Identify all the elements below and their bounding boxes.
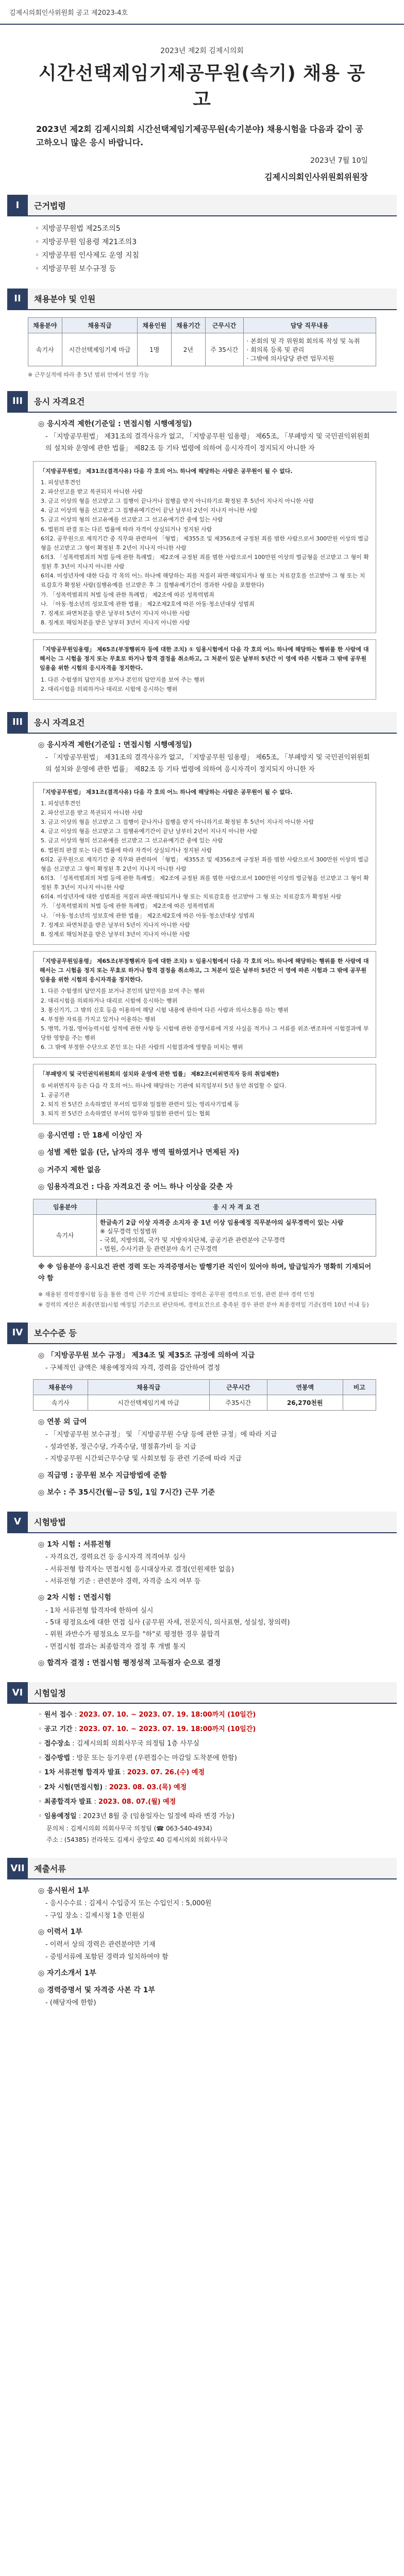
law-box-item: 6의4. 미성년자에 대한 성범죄를 저질러 파면·해임되거나 형 또는 치료감호를 선고받아 그 형 또는 치료감호가 확정된 사람: [41, 893, 342, 901]
duty-item: · 본회의 및 각 위원회 회의록 작성 및 녹취: [246, 337, 360, 345]
method-detail: - 서류전형 기준 : 관련분야 경력, 자격증 소지 여부 등: [45, 1575, 376, 1587]
document-detail: - 응시수수료 : 김제시 수입증지 또는 수입인지 : 5,000원: [45, 1897, 376, 1909]
law-box-item: 2. 대리시험을 의뢰하거나 대리로 시험에 응시하는 행위: [41, 685, 178, 692]
law-box-item: 2. 퇴직 전 5년간 소속하였던 부서의 업무와 밀접한 관련이 있는 영리사기업체 등: [41, 1100, 240, 1108]
recruit-note: ※ 근무실적에 따라 총 5년 범위 안에서 연장 가능: [28, 371, 149, 378]
pay-line: ◎ 직급명 : 공무원 보수 지급방법에 준함: [38, 1469, 376, 1482]
table-header: 채용직급: [88, 1380, 209, 1395]
schedule-key: 접수장소: [44, 1740, 71, 1748]
table-header: 근무시간: [205, 317, 243, 333]
section-header: [7, 1323, 397, 1344]
law-box: [33, 1064, 376, 1124]
method-detail: - 위원 과반수가 평정요소 모두를 "하"로 평정한 경우 불합격: [45, 1629, 376, 1640]
section-title: 시험방법: [34, 1517, 66, 1528]
table-header: 채용분야: [28, 317, 62, 333]
method-detail: - 5대 평정요소에 대한 면접 심사 (공무원 자세, 전문지식, 의사표현, 성실성, 창의력): [45, 1617, 376, 1629]
hero: [0, 25, 404, 111]
law-box-item: 6의2. 공무원으로 재직기간 중 직무와 관련하여 「형법」 제355조 및 제356조에 규정된 죄를 범한 사람으로서 300만원 이상의 벌금형을 선고받고 그 형이 확정된 후 2년이 지나지 아니한 사람: [41, 535, 369, 551]
table-header: 응 시 자 격 요 건: [97, 1199, 376, 1214]
section-number: III: [7, 391, 28, 412]
table-cell: [343, 1395, 376, 1411]
section-title: 근거법령: [34, 200, 66, 211]
qualification-heading: ◎ 임용자격요건 : 다음 자격요건 중 어느 하나 이상을 갖춘 자: [38, 1181, 376, 1194]
law-box-title: 「지방공무원임용령」 제65조(부정행위자 등에 대한 조치) ① 임용시험에서 다음 각 호의 어느 하나에 해당하는 행위를 한 사람에 대해서는 그 시험을 정지 또는 무효로 하거나 합격 결정을 취소하고, 그 처분이 있은 날부터 5년간 이 영에 따른 시험과 그 밖에 공무원 임용을 위한 시험의 응시자격을 정지한다.: [40, 958, 369, 984]
schedule-value: 2023년 8월 중 (임용일자는 일정에 따라 변경 가능): [83, 1812, 235, 1820]
qualification-text: [38, 1129, 376, 1194]
section-header: [7, 712, 397, 734]
section-number: V: [7, 1512, 28, 1532]
issuer-signature: 김제시의회인사위원회위원장: [264, 172, 368, 182]
law-box-item: 3. 통신기기, 그 밖의 신호 등을 이용하여 해당 시험 내용에 관하여 다른 사람과 의사소통을 하는 행위: [41, 1006, 289, 1013]
law-box-item: ① 비위면직자 등은 다음 각 호의 어느 하나에 해당하는 기관에 퇴직일부터 5년 동안 취업할 수 없다.: [41, 1082, 287, 1089]
law-box-item: 1. 피성년후견인: [41, 800, 81, 807]
section-header: [7, 1682, 397, 1704]
law-box-item: 6의3. 「성폭력범죄의 처벌 등에 관한 특례법」 제2조에 규정된 죄를 범한 사람으로서 100만원 이상의 벌금형을 선고받고 그 형이 확정된 후 3년이 지나지 아니한 사람: [41, 875, 369, 891]
schedule-row: ◦ 최종합격자 발표 : 2023. 08. 07.(월) 예정: [38, 1796, 376, 1808]
schedule-list: [38, 1709, 376, 1845]
duty-item: · 그밖에 의사담당 관련 업무지원: [246, 354, 334, 362]
qualification-note: ※ 경력의 계산은 최종(면접)시험 예정일 기준으로 판단하며, 경력요건으로 충족된 경우 관련 분야 최종경력일 기준(경력 10년 이내 등): [38, 1301, 369, 1308]
law-item: ◦ 지방공무원 인사제도 운영 지침: [35, 249, 376, 263]
law-box-title: 「부패방지 및 국민권익위원회의 설치와 운영에 관한 법률」 제82조(비위면직자 등의 취업제한): [40, 1071, 279, 1078]
method-detail: - 1차 서류전형 합격자에 한하여 실시: [45, 1605, 376, 1617]
law-box: [33, 951, 376, 1058]
law-box-item: 3. 금고 이상의 형을 선고받고 그 집행이 끝나거나 집행을 받지 아니하기로 확정된 후 5년이 지나지 아니한 사람: [41, 819, 314, 826]
section-number: IV: [7, 1323, 28, 1343]
document-item: ◎ 자기소개서 1부: [38, 1967, 376, 1980]
law-box-item: 나. 「아동·청소년의 성보호에 관한 법률」 제2조제2호에 따른 아동·청소년대상 성범죄: [41, 600, 255, 607]
hero-lead: 2023년 제2회 김제시의회 시간선택제임기제공무원(속기분야) 채용시험을 다음과 같이 공고하오니 많은 응시 바랍니다.: [36, 124, 363, 147]
law-box-item: 1. 공공기관: [41, 1091, 70, 1098]
table-header: 비고: [343, 1380, 376, 1395]
qualification-text: [38, 418, 376, 455]
law-box-item: 8. 징계로 해임처분을 받은 날부터 3년이 지나지 아니한 사람: [41, 619, 190, 626]
law-box-item: 6의3. 「성폭력범죄의 처벌 등에 관한 특례법」 제2조에 규정된 죄를 범한 사람으로서 100만원 이상의 벌금형을 선고받고 그 형이 확정된 후 3년이 지나지 아니한 사람: [41, 553, 369, 570]
table-header-row: [28, 317, 376, 333]
law-box-item: 6. 그 밖에 부정한 수단으로 본인 또는 다른 사람의 시험결과에 영향을 미치는 행위: [41, 1044, 243, 1051]
schedule-value: 2023. 08. 07.(월) 예정: [98, 1798, 176, 1806]
section-title: 응시 자격요건: [34, 397, 85, 407]
schedule-row: ◦ 임용예정일 : 2023년 8월 중 (임용일자는 일정에 따라 변경 가능): [38, 1810, 376, 1823]
pay-text: [38, 1416, 376, 1499]
pay-text: [38, 1349, 376, 1375]
schedule-contact: 문의처 : 김제시의회 의회사무국 의정팀 (☎ 063-540-4934): [46, 1824, 212, 1832]
schedule-row: ◦ 원서 접수 : 2023. 07. 10. ~ 2023. 07. 19. 18:00까지 (10일간): [38, 1709, 376, 1721]
qualification-line: - 「지방공무원법」 제31조의 결격사유가 없고, 「지방공무원 임용령」 제65조, 「부패방지 및 국민권익위원회의 설치와 운영에 관한 법률」 제82조 등 기타 법령에 의하여 응시자격이 정지되지 아니한 자: [45, 431, 376, 455]
hero-title: 시간선택제임기제공무원(속기) 채용 공고: [38, 63, 366, 110]
schedule-row: ◦ 1차 서류전형 합격자 발표 : 2023. 07. 26.(수) 예정: [38, 1767, 376, 1779]
document-detail: - 이력서 상의 경력은 관련분야만 기재: [45, 1939, 376, 1951]
law-box-item: 5. 금고 이상의 형의 선고유예를 선고받고 그 선고유예기간 중에 있는 사람: [41, 516, 223, 523]
section-title: 시험일정: [34, 1688, 66, 1698]
law-box-item: 4. 금고 이상의 형을 선고받고 그 집행유예기간이 끝난 날부터 2년이 지나지 아니한 사람: [41, 828, 258, 835]
table-cell: 1명: [138, 333, 172, 366]
section-number: VII: [7, 1858, 28, 1878]
method-detail: - 서류전형 합격자는 면접시험 응시대상자로 결정(인원제한 없음): [45, 1564, 376, 1575]
section-documents: [7, 1858, 397, 2009]
table-header: 담당 직무내용: [243, 317, 376, 333]
method-detail: - 자격요건, 경력요건 등 응시자격 적격여부 심사: [45, 1551, 376, 1563]
qualification-heading: ◎ 응시자격 제한(기준일 : 면접시험 시행예정일): [38, 418, 376, 431]
method-text: [38, 1538, 376, 1670]
experience-item: - 국회, 지방의회, 국가 및 지방자치단체, 공공기관 관련분야 근무경력: [100, 1236, 285, 1244]
section-number: VI: [7, 1682, 28, 1703]
schedule-value: 2023. 08. 03.(목) 예정: [109, 1783, 187, 1791]
law-box-item: 7. 징계로 파면처분을 받은 날부터 5년이 지나지 아니한 사람: [41, 921, 190, 928]
law-box-item: 6의2. 공무원으로 재직기간 중 직무와 관련하여 「형법」 제355조 및 제356조에 규정된 죄를 범한 사람으로서 300만원 이상의 벌금형을 선고받고 그 형이 확정된 후 2년이 지나지 아니한 사람: [41, 856, 369, 872]
table-header: 채용직급: [62, 317, 138, 333]
table-header: 채용인원: [138, 317, 172, 333]
law-box-item: 1. 다른 수험생의 답안지를 보거나 본인의 답안지를 보여 주는 행위: [41, 676, 205, 683]
qualification-heading: ◎ 응시연령 : 만 18세 이상인 자: [38, 1129, 376, 1142]
schedule-key: 접수방법: [44, 1754, 71, 1762]
pay-line: ◎ 연봉 외 급여: [38, 1416, 376, 1429]
section-title: 보수수준 등: [34, 1328, 77, 1338]
qualification-notes: [38, 1290, 376, 1310]
law-box-item: 1. 피성년후견인: [41, 479, 81, 486]
section-title: 채용분야 및 인원: [34, 294, 96, 304]
section-header: [7, 1858, 397, 1879]
pay-line: ◎ 「지방공무원 보수 규정」 제34조 및 제35조 규정에 의하여 지급: [38, 1349, 376, 1362]
section-number: II: [7, 289, 28, 309]
qualification-note: ※ 채용된 경력경쟁시험 등을 통한 경력 근무 기간에 포함되는 경력은 공무원 경력으로 인정, 관련 분야 경력 인정: [38, 1291, 315, 1298]
table-header-row: [33, 1199, 376, 1214]
table-row: [33, 1214, 376, 1256]
document-detail: - 구입 장소 : 김제시청 1층 민원실: [45, 1910, 376, 1922]
table-row: [33, 1395, 376, 1411]
qualification-heading: ◎ 거주지 제한 없음: [38, 1164, 376, 1177]
schedule-value: 2023. 07. 26.(수) 예정: [127, 1769, 205, 1777]
law-box-item: 6. 법원의 판결 또는 다른 법률에 따라 자격이 상실되거나 정지된 사람: [41, 526, 212, 533]
law-box-item: 6의4. 미성년자에 대한 다음 각 목의 어느 하나에 해당하는 죄를 저질러 파면·해임되거나 형 또는 치료감호를 선고받아 그 형 또는 치료감호가 확정된 사람(집행유예를 선고받은 후 그 집행유예기간이 경과한 사람을 포함한다): [41, 572, 365, 589]
law-box-title: 「지방공무원임용령」 제65조(부정행위자 등에 대한 조치) ① 임용시험에서 다음 각 호의 어느 하나에 해당하는 행위를 한 사람에 대해서는 그 시험을 정지 또는 무효로 하거나 합격 결정을 취소하고, 그 처분이 있은 날부터 5년간 이 영에 따른 시험과 그 밖에 공무원 임용을 위한 시험의 응시자격을 정지한다.: [40, 646, 369, 672]
schedule-row: ◦ 2차 시험(면접시험) : 2023. 08. 03.(목) 예정: [38, 1782, 376, 1794]
table-header: 채용기간: [172, 317, 206, 333]
document-detail: - (해당자에 한함): [45, 1997, 376, 2009]
schedule-value: 방문 또는 등기우편 (우편접수는 마감일 도착분에 한함): [76, 1754, 237, 1762]
section-law: [7, 195, 397, 276]
hero-subtitle: 2023년 제2회 김제시의회: [160, 47, 244, 55]
law-box-title: 「지방공무원법」 제31조(결격사유) 다음 각 호의 어느 하나에 해당하는 사람은 공무원이 될 수 없다.: [40, 788, 293, 795]
table-cell: 시간선택제임기제 마급: [88, 1395, 209, 1411]
schedule-key: 임용예정일: [44, 1812, 77, 1820]
law-box-item: 1. 다른 수험생의 답안지를 보거나 본인의 답안지를 보여 주는 행위: [41, 988, 205, 995]
pay-line: - 구체적인 금액은 채용예정자의 자격, 경력을 감안하여 결정: [45, 1362, 376, 1374]
law-box-item: 2. 파산선고를 받고 복권되지 아니한 사람: [41, 809, 143, 817]
method-step: ◎ 2차 시험 : 면접시험: [38, 1591, 376, 1604]
law-box-item: 6. 법원의 판결 또는 다른 법률에 따라 자격이 상실되거나 정지된 사람: [41, 846, 212, 854]
pay-line: - 지방공무원 시간외근무수당 및 사회보험 등 관련 기준에 따라 지급: [45, 1453, 376, 1465]
table-cell: 2년: [172, 333, 206, 366]
schedule-row: ◦ 접수장소 : 김제시의회 의회사무국 의정팀 1층 사무실: [38, 1738, 376, 1750]
notice-number: 김제시의회인사위원회 공고 제2023-4호: [9, 9, 128, 17]
table-cell: 주35시간: [209, 1395, 267, 1411]
law-box-item: 8. 징계로 해임처분을 받은 날부터 3년이 지나지 아니한 사람: [41, 930, 190, 938]
experience-table: [33, 1199, 376, 1257]
notice-date: 2023년 7월 10일: [310, 157, 368, 165]
law-box-item: 2. 파산선고를 받고 복권되지 아니한 사람: [41, 488, 143, 495]
method-detail: - 면접시험 결과는 최종합격자 결정 후 개별 통지: [45, 1641, 376, 1653]
method-step: ◎ 합격자 결정 : 면접시험 평정성적 고득점자 순으로 결정: [38, 1657, 376, 1670]
section-method: [7, 1512, 397, 1670]
law-box-item: 5. 병역, 가점, 영어능력시험 성적에 관한 사항 등 시험에 관한 증명서류에 거짓 사실을 적거나 그 서류를 위조·변조하여 시험결과에 부당한 영향을 주는 행위: [41, 1025, 369, 1042]
law-item: ◦ 지방공무원법 제25조의5: [35, 223, 376, 236]
law-box-item: 3. 퇴직 전 5년간 소속하였던 부서의 업무와 밀접한 관련이 있는 협회: [41, 1110, 210, 1117]
section-title: 응시 자격요건: [34, 718, 85, 728]
pay-line: - 성과연봉, 정근수당, 가족수당, 명절휴가비 등 지급: [45, 1441, 376, 1453]
qualification-heading: ◎ 응시자격 제한(기준일 : 면접시험 시행예정일): [38, 739, 376, 752]
law-box-item: 가. 「성폭력범죄의 처벌 등에 관한 특례법」 제2조에 따른 성폭력범죄: [41, 903, 214, 910]
schedule-value: 김제시의회 의회사무국 의정팀 1층 사무실: [76, 1740, 199, 1748]
schedule-value: 2023. 07. 10. ~ 2023. 07. 19. 18:00까지 (10일간): [79, 1711, 256, 1719]
section-recruit: [7, 289, 397, 379]
pay-table: [33, 1379, 376, 1411]
table-cell: 속기사: [28, 333, 62, 366]
table-cell: [243, 333, 376, 366]
law-item: ◦ 지방공무원 임용령 제21조의3: [35, 236, 376, 249]
law-box-item: 4. 부정한 자료를 가지고 있거나 이용하는 행위: [41, 1015, 156, 1023]
schedule-row: ◦ 공고 기간 : 2023. 07. 10. ~ 2023. 07. 19. 18:00까지 (10일간): [38, 1723, 376, 1736]
notice-number-bar: [0, 0, 404, 25]
qualification-text: [38, 739, 376, 776]
law-box-item: 3. 금고 이상의 형을 선고받고 그 집행이 끝나거나 집행을 받지 아니하기로 확정된 후 5년이 지나지 아니한 사람: [41, 498, 314, 505]
table-cell: 속기사: [33, 1214, 97, 1256]
experience-item: - 법원, 수사기관 등 관련분야 속기 근무경력: [100, 1245, 218, 1252]
schedule-value: 2023. 07. 10. ~ 2023. 07. 19. 18:00까지 (10일간): [79, 1725, 256, 1734]
law-box-item: 나. 「아동·청소년의 성보호에 관한 법률」 제2조제2호에 따른 아동·청소년대상 성범죄: [41, 912, 255, 919]
qualification-line: - 「지방공무원법」 제31조의 결격사유가 없고, 「지방공무원 임용령」 제65조, 「부패방지 및 국민권익위원회의 설치와 운영에 관한 법률」 제82조 등 기타 법령에 의하여 응시자격이 정지되지 아니한 자: [45, 752, 376, 776]
schedule-key: 1차 서류전형 합격자 발표: [44, 1769, 121, 1777]
law-box-item: 2. 대리시험을 의뢰하거나 대리로 시험에 응시하는 행위: [41, 997, 178, 1004]
section-qualification-b: [7, 712, 397, 1310]
documents-text: [38, 1885, 376, 2009]
method-step: ◎ 1차 시험 : 서류전형: [38, 1538, 376, 1551]
law-item: ◦ 지방공무원 보수규정 등: [35, 263, 376, 276]
table-row: [28, 333, 376, 366]
section-title: 제출서류: [34, 1863, 66, 1874]
schedule-key: 최종합격자 발표: [44, 1798, 92, 1806]
recruit-table: [28, 317, 376, 366]
duty-item: · 회의록 등록 및 관리: [246, 346, 305, 353]
pay-line: ◎ 보수 : 주 35시간(월~금 5일, 1일 7시간) 근무 기준: [38, 1486, 376, 1499]
table-header: 근무시간: [209, 1380, 267, 1395]
qualification-heading: ◎ 성별 제한 없음 (단, 남자의 경우 병역 필하였거나 면제된 자): [38, 1146, 376, 1159]
table-header-row: [33, 1380, 376, 1395]
section-header: [7, 195, 397, 216]
law-box: [33, 639, 376, 700]
table-cell: 주 35시간: [205, 333, 243, 366]
law-box: [33, 782, 376, 945]
table-cell: [97, 1214, 376, 1256]
section-qualification-a: [7, 391, 397, 700]
table-cell: 속기사: [33, 1395, 88, 1411]
section-header: [7, 1512, 397, 1533]
section-schedule: [7, 1682, 397, 1845]
document-item: ◎ 이력서 1부: [38, 1926, 376, 1939]
law-box-item: 가. 「성폭력범죄의 처벌 등에 관한 특례법」 제2조에 따른 성폭력범죄: [41, 591, 214, 598]
section-pay: [7, 1323, 397, 1499]
law-box-item: 5. 금고 이상의 형의 선고유예를 선고받고 그 선고유예기간 중에 있는 사람: [41, 837, 223, 844]
law-box: [33, 461, 376, 633]
table-cell: 시간선택제임기제 마급: [62, 333, 138, 366]
experience-note: ※ ※ 임용분야 응시요건 관련 경력 또는 자격증명서는 발행기관 직인이 있어야 하며, 발급일자가 명확히 기재되어야 함: [38, 1262, 376, 1284]
law-list: [35, 223, 376, 276]
document-item: ◎ 경력증명서 및 자격증 사본 각 1부: [38, 1984, 376, 1997]
table-header: 채용분야: [33, 1380, 88, 1395]
document-item: ◎ 응시원서 1부: [38, 1885, 376, 1897]
pay-line: - 「지방공무원 보수규정」 및 「지방공무원 수당 등에 관한 규정」에 따라 지급: [45, 1429, 376, 1440]
law-box-item: 7. 징계로 파면처분을 받은 날부터 5년이 지나지 아니한 사람: [41, 609, 190, 617]
experience-item: ※ 실무경력 인정범위: [100, 1227, 157, 1235]
section-number: I: [7, 195, 28, 215]
schedule-key: 공고 기간: [44, 1725, 73, 1734]
law-box-title: 「지방공무원법」 제31조(결격사유) 다음 각 호의 어느 하나에 해당하는 사람은 공무원이 될 수 없다.: [40, 467, 293, 474]
law-box-item: 4. 금고 이상의 형을 선고받고 그 집행유예기간이 끝난 날부터 2년이 지나지 아니한 사람: [41, 507, 258, 514]
experience-item: 한글속기 2급 이상 자격증 소지자 중 1년 이상 임용예정 직무분야의 실무경력이 있는 사람: [100, 1218, 344, 1226]
schedule-address: 주소 : (54385) 전라북도 김제시 중앙로 40 김제시의회 의회사무국: [46, 1836, 228, 1843]
schedule-key: 2차 시험(면접시험): [44, 1783, 103, 1791]
table-header: 연봉액: [267, 1380, 343, 1395]
table-header: 임용분야: [33, 1199, 97, 1214]
table-cell: 26,270천원: [267, 1395, 343, 1411]
section-header: [7, 289, 397, 310]
document-detail: - 증빙서류에 포함된 경력과 일치하여야 함: [45, 1951, 376, 1963]
section-number: III: [7, 712, 28, 733]
section-header: [7, 391, 397, 413]
schedule-row: ◦ 접수방법 : 방문 또는 등기우편 (우편접수는 마감일 도착분에 한함): [38, 1752, 376, 1765]
schedule-key: 원서 접수: [44, 1711, 73, 1719]
